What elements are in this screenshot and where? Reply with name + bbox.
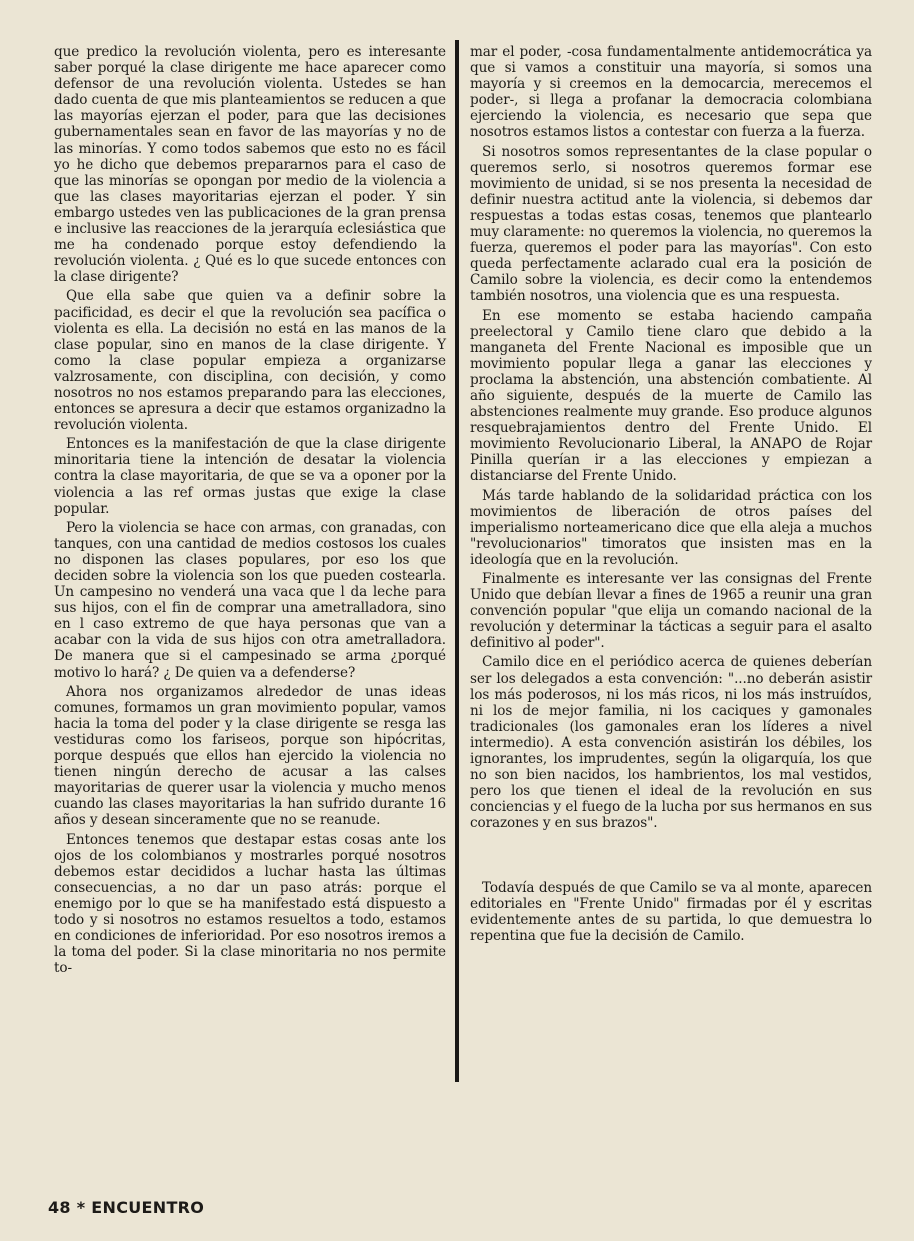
column-divider [455, 40, 459, 1082]
paragraph: En ese momento se estaba haciendo campaña preelectoral y Camilo tiene claro que debido a la manganeta del Frente Nacional es imposible que un movimiento popular llega a ganar las elecciones y proclama la abstención, una abstención combatiente. Al año siguiente, después de la muerte de Camilo las abstenciones realmente muy grande. Eso produce algunos resquebrajamientos dentro del Frente Unido. El movimiento Revolucionario Liberal, la ANAPO de Rojar Pinilla querían ir a las elecciones y empiezan a distanciarse del Frente Unido. [470, 307, 872, 485]
left-column [54, 44, 446, 979]
paragraph: Más tarde hablando de la solidaridad práctica con los movimientos de liberación de otros países del imperialismo norteamericano dice que ella aleja a muchos "revolucionarios" timoratos que insisten mas en la ideología que en la revolución. [470, 487, 872, 568]
paragraph: Entonces es la manifestación de que la clase dirigente minoritaria tiene la intención de desatar la violencia contra la clase mayoritaria, de que se va a oponer por la violencia a las ref ormas justas que exige la clase popular. [54, 436, 446, 517]
paragraph: Ahora nos organizamos alrededor de unas ideas comunes, formamos un gran movimiento popular, vamos hacia la toma del poder y la clase dirigente se resga las vestiduras como los fariseos, porque son hipócritas, porque después que ellos han ejercido la violencia no tienen ningún derecho de acusar a las calses mayoritarias de querer usar la violencia y mucho menos cuando las clases mayoritarias la han sufrido durante 16 años y desean sinceramente que no se reanude. [54, 683, 446, 829]
paragraph: Camilo dice en el periódico acerca de quienes deberían ser los delegados a esta convención: "...no deberán asistir los más poderosos, ni los más ricos, ni los más instruídos, ni los de mejor familia, ni los caciques y gamonales tradicionales (los gamonales eran los líderes a nivel intermedio). A esta convención asistirán los débiles, los ignorantes, los imprudentes, según la oligarquía, los que no son bien nacidos, los hambrientos, los mal vestidos, pero los que tienen el ideal de la revolución en sus conciencias y el fuego de la lucha por sus hermanos en sus corazones y en sus brazos". [470, 654, 872, 832]
paragraph: que predico la revolución violenta, pero es interesante saber porqué la clase dirigente me hace aparecer como defensor de una revolución violenta. Ustedes se han dado cuenta de que mis planteamientos se reducen a que las mayorías ejerzan el poder, para que las decisiones gubernamentales sean en favor de las mayorías y no de las minorías. Y como todos sabemos que esto no es fácil yo he dicho que debemos prepararnos para el caso de que las minorías se opongan por medio de la violencia a que las clases mayoritarias ejerzan el poder. Y sin embargo ustedes ven las publicaciones de la gran prensa e inclusive las reacciones de la jerarquía eclesiástica que me ha condenado porque estoy defendiendo la revolución violenta. ¿ Qué es lo que sucede entonces con la clase dirigente? [54, 44, 446, 286]
right-column [470, 44, 872, 947]
paragraph: mar el poder, -cosa fundamentalmente antidemocrática ya que si vamos a constituir una mayoría, si somos una mayoría y si creemos en la democarcia, merecemos el poder-, si llega a profanar la democracia colombiana ejerciendo la violencia, es necesario que sepa que nosotros estamos listos a contestar con fuerza a la fuerza. [470, 44, 872, 141]
paragraph: Entonces tenemos que destapar estas cosas ante los ojos de los colombianos y mostrarles porqué nosotros debemos estar decididos a luchar hasta las últimas consecuencias, a no dar un paso atrás: porque el enemigo por lo que se ha manifestado está dispuesto a todo y si nosotros no estamos resueltos a todo, estamos en condiciones de inferioridad. Por eso nosotros iremos a la toma del poder. Si la clase minoritaria no nos permite to- [54, 831, 446, 977]
paragraph: Que ella sabe que quien va a definir sobre la pacificidad, es decir el que la revolución sea pacífica o violenta es ella. La decisión no está en las manos de la clase popular, sino en manos de la clase dirigente. Y como la clase popular empieza a organizarse valzrosamente, con disciplina, con decisión, y como nosotros no nos estamos preparando para las elecciones, entonces se apresura a decir que estamos organizadno la revolución violenta. [54, 288, 446, 434]
paragraph: Pero la violencia se hace con armas, con granadas, con tanques, con una cantidad de medios costosos los cuales no disponen las clases populares, por eso los que deciden sobre la violencia son los que pueden costearla. Un campesino no venderá una vaca que l da leche para sus hijos, con el fin de comprar una ametralladora, sino en l caso extremo de que haya personas que van a acabar con la vida de sus hijos con otra ametralladora. De manera que si el campesinado se arma ¿porqué motivo lo hará? ¿ De quien va a defenderse? [54, 519, 446, 681]
page-footer: 48 * ENCUENTRO [48, 1198, 205, 1217]
paragraph: Finalmente es interesante ver las consignas del Frente Unido que debían llevar a fines de 1965 a reunir una gran convención popular "que elija un comando nacional de la revolución y determinar la tácticas a seguir para el asalto definitivo al poder". [470, 571, 872, 652]
closing-paragraph: Todavía después de que Camilo se va al monte, aparecen editoriales en "Frente Unido" firmadas por él y escritas evidentemente antes de su partida, lo que demuestra lo repentina que fue la decisión de Camilo. [470, 879, 872, 944]
paragraph: Si nosotros somos representantes de la clase popular o queremos serlo, si nosotros queremos formar ese movimiento de unidad, si se nos presenta la necesidad de definir nuestra actitud ante la violencia, si debemos dar respuestas a todas estas cosas, tenemos que plantearlo muy claramente: no queremos la violencia, no queremos la fuerza, queremos el poder para las mayorías". Con esto queda perfectamente aclarado cual era la posición de Camilo sobre la violencia, es decir como la entendemos también nosotros, una violencia que es una respuesta. [470, 143, 872, 305]
